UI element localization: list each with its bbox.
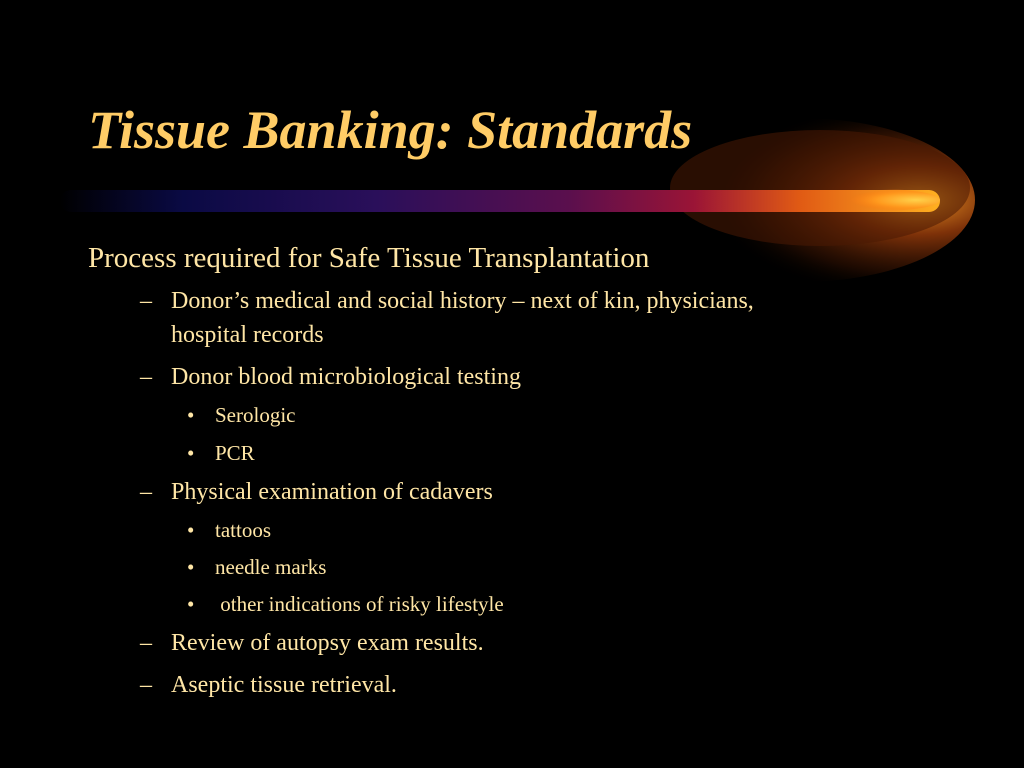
bullet-marker: • xyxy=(187,592,195,616)
item-2-sub-2: PCR xyxy=(215,441,255,465)
slide-title: Tissue Banking: Standards xyxy=(88,100,693,160)
dash-marker: – xyxy=(140,672,152,698)
item-1-line-1: Donor’s medical and social history – next of kin, physicians, xyxy=(171,288,754,314)
dash-marker: – xyxy=(140,364,152,390)
item-2-line-1: Donor blood microbiological testing xyxy=(171,364,521,390)
item-3-sub-3: other indications of risky lifestyle xyxy=(215,592,504,616)
item-3-sub-2: needle marks xyxy=(215,555,327,579)
bullet-marker: • xyxy=(187,518,195,542)
dash-marker: – xyxy=(140,288,152,314)
item-1-line-2: hospital records xyxy=(171,322,324,348)
item-3-sub-1: tattoos xyxy=(215,518,271,542)
item-3-line-1: Physical examination of cadavers xyxy=(171,479,493,505)
item-5-line-1: Aseptic tissue retrieval. xyxy=(171,672,397,698)
item-2-sub-1: Serologic xyxy=(215,403,296,427)
bullet-marker: • xyxy=(187,441,195,465)
bullet-marker: • xyxy=(187,555,195,579)
item-4-line-1: Review of autopsy exam results. xyxy=(171,630,484,656)
bullet-marker: • xyxy=(187,403,195,427)
heading-line: Process required for Safe Tissue Transplantation xyxy=(88,242,650,274)
dash-marker: – xyxy=(140,630,152,656)
dash-marker: – xyxy=(140,479,152,505)
